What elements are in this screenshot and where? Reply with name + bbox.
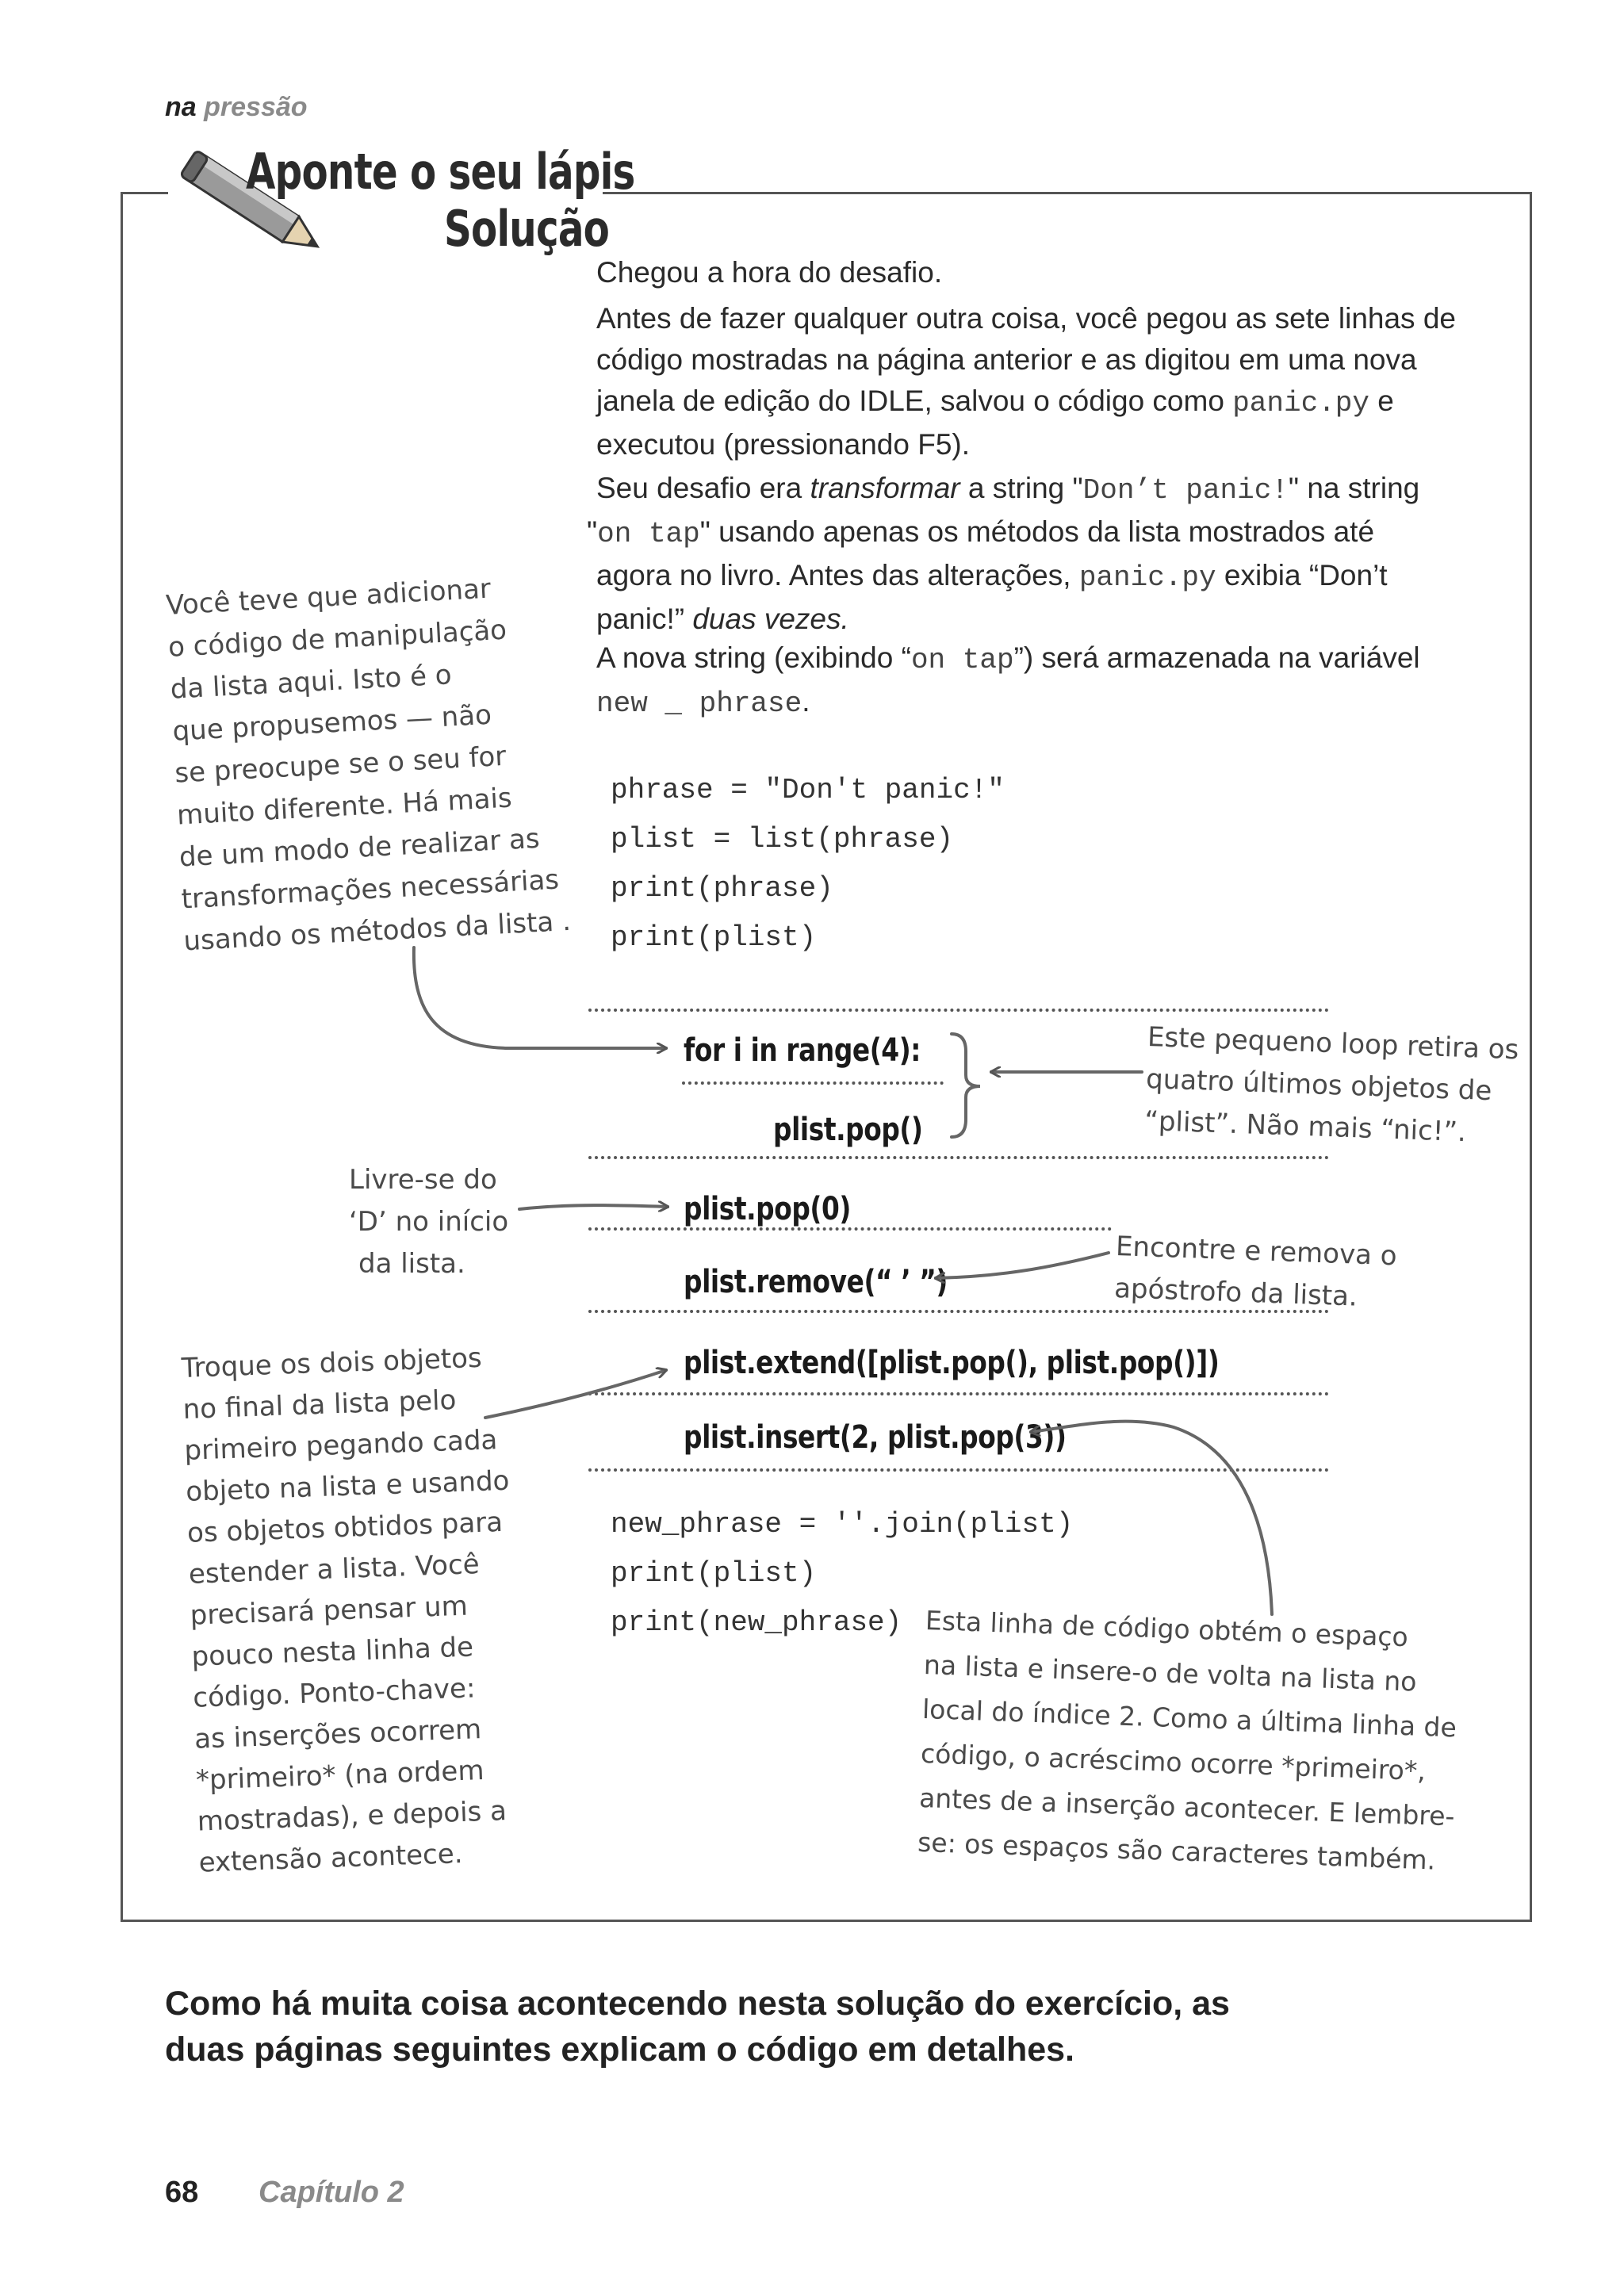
- note-line: pouco nesta linha de: [190, 1631, 474, 1673]
- handwritten-code-loop: for i in range(4):: [684, 1032, 921, 1069]
- note-line: quatro últimos objetos de: [1145, 1062, 1492, 1108]
- note-line: os objetos obtidos para: [186, 1506, 504, 1549]
- code-line: print(plist): [611, 1557, 817, 1590]
- note-line: da lista.: [358, 1248, 465, 1280]
- running-head-prefix: na: [165, 92, 197, 122]
- text-run: e: [1369, 385, 1394, 417]
- note-line: muito diferente. Há mais: [176, 782, 513, 832]
- running-head-section: pressão: [204, 92, 308, 122]
- arrow-swap: [485, 1370, 666, 1418]
- note-line: Encontre e remova o: [1115, 1230, 1398, 1273]
- emphasis: duas vezes.: [692, 603, 849, 635]
- arrow-to-loop: [414, 947, 666, 1048]
- text-run: " usando apenas os métodos da lista mostrados até: [699, 515, 1375, 548]
- brace-loop: [952, 1034, 980, 1137]
- text-run: exibia “Don’t: [1216, 559, 1388, 591]
- handwritten-code-pop: plist.pop(): [773, 1112, 923, 1148]
- note-line: Esta linha de código obtém o espaço: [925, 1604, 1409, 1653]
- note-line: código, o acréscimo ocorre *primeiro*,: [920, 1737, 1427, 1787]
- note-line: usando os métodos da lista .: [182, 905, 572, 958]
- intro-paragraph-1: Chegou a hora do desafio.: [596, 256, 943, 289]
- text-run: " na string: [1288, 472, 1420, 504]
- inline-code: on tap: [910, 644, 1014, 676]
- note-line: “plist”. Não mais “nic!”.: [1143, 1104, 1467, 1149]
- note-line: extensão acontece.: [197, 1837, 464, 1879]
- handwritten-code-remove: plist.remove(“ ’ ”): [684, 1264, 948, 1300]
- note-line: da lista aqui. Isto é o: [169, 659, 453, 706]
- note-line: Este pequeno loop retira os: [1147, 1020, 1519, 1066]
- page-number: 68: [165, 2176, 199, 2209]
- note-line: as inserções ocorrem: [193, 1713, 482, 1755]
- arrow-remove-d: [519, 1205, 668, 1209]
- title-line-2: Solução: [444, 200, 610, 258]
- handwritten-code-insert: plist.insert(2, plist.pop(3)): [684, 1419, 1067, 1456]
- handwritten-code-pop0: plist.pop(0): [684, 1191, 852, 1227]
- text-run: .: [802, 685, 810, 718]
- note-line: Você teve que adicionar: [165, 572, 492, 622]
- note-line: estender a lista. Você: [188, 1548, 481, 1591]
- note-line: local do índice 2. Como a última linha de: [921, 1693, 1457, 1744]
- code-line: print(phrase): [611, 872, 833, 905]
- note-line: *primeiro* (na ordem: [195, 1754, 485, 1797]
- note-line: mostradas), e depois a: [197, 1795, 508, 1838]
- text-run: panic!”: [596, 603, 693, 635]
- note-line: antes de a inserção acontecer. E lembre-: [918, 1782, 1456, 1832]
- note-line: primeiro pegando cada: [183, 1424, 498, 1467]
- note-line: transformações necessárias: [180, 863, 560, 916]
- note-line: se: os espaços são caracteres também.: [917, 1826, 1436, 1876]
- note-line: no final da lista pelo: [182, 1384, 457, 1426]
- inline-code: new _ phrase: [596, 687, 802, 720]
- note-line: código. Ponto-chave:: [192, 1672, 477, 1714]
- footer-note-line-1: Como há muita coisa acontecendo nesta solução do exercício, as: [165, 1985, 1230, 2023]
- note-line: se preocupe se o seu for: [174, 740, 508, 790]
- intro-p2-line: código mostradas na página anterior e as digitou em uma nova: [596, 343, 1417, 376]
- note-line: precisará pensar um: [190, 1590, 469, 1632]
- handwritten-code-extend: plist.extend([plist.pop(), plist.pop()]): [684, 1345, 1220, 1381]
- text-run: A nova string (exibindo “: [596, 641, 911, 674]
- note-line: Livre-se do: [349, 1164, 497, 1196]
- code-line: new_phrase = ''.join(plist): [611, 1508, 1074, 1541]
- title-line-1: Aponte o seu lápis: [246, 143, 635, 201]
- intro-p2-line: executou (pressionando F5).: [596, 428, 970, 461]
- text-run: agora no livro. Antes das alterações,: [596, 559, 1079, 591]
- chapter-label: Capítulo 2: [259, 2176, 404, 2209]
- inline-code: on tap: [597, 518, 700, 550]
- code-line: plist = list(phrase): [611, 823, 954, 856]
- note-line: que propusemos — não: [171, 699, 492, 748]
- note-line: o código de manipulação: [167, 614, 508, 664]
- note-line: Troque os dois objetos: [181, 1342, 483, 1384]
- code-line: print(new_phrase): [611, 1606, 902, 1639]
- note-line: ‘D’ no início: [349, 1206, 509, 1238]
- inline-code: panic.py: [1078, 561, 1216, 594]
- note-line: objeto na lista e usando: [185, 1464, 511, 1508]
- footer-note-line-2: duas páginas seguintes explicam o código em detalhes.: [165, 2031, 1074, 2069]
- text-run: ”) será armazenada na variável: [1013, 641, 1420, 674]
- code-line: print(plist): [611, 921, 817, 954]
- arrow-insert: [1031, 1422, 1272, 1614]
- intro-p2-line: Antes de fazer qualquer outra coisa, você pegou as sete linhas de: [596, 302, 1456, 335]
- emphasis: transformar: [810, 472, 960, 504]
- note-line: apóstrofo da lista.: [1113, 1272, 1358, 1313]
- inline-code: Don’t panic!: [1082, 474, 1289, 507]
- note-line: na lista e insere-o de volta na lista no: [923, 1648, 1418, 1698]
- text-run: janela de edição do IDLE, salvou o código como: [596, 385, 1233, 417]
- note-line: de um modo de realizar as: [178, 822, 541, 874]
- arrow-apostrophe: [936, 1253, 1109, 1278]
- text-run: ": [587, 515, 598, 548]
- code-line: phrase = "Don't panic!": [611, 774, 1005, 806]
- inline-code: panic.py: [1232, 387, 1370, 419]
- text-run: a string ": [959, 472, 1083, 504]
- text-run: Seu desafio era: [596, 472, 810, 504]
